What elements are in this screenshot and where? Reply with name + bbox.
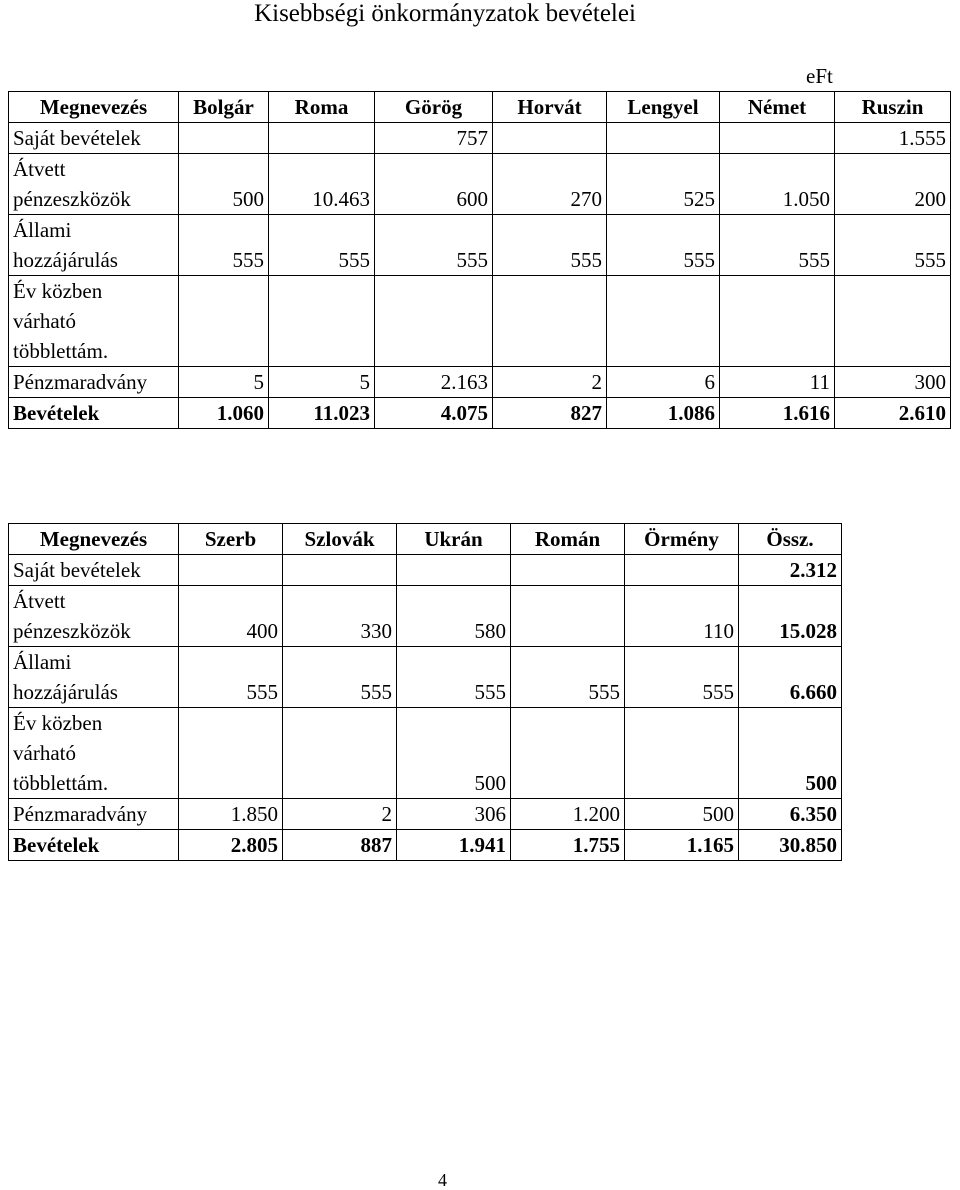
cell-gorog: 555 bbox=[375, 215, 493, 276]
total-row bbox=[9, 830, 842, 861]
cell-gorog: 600 bbox=[375, 154, 493, 215]
cell-roma bbox=[269, 276, 375, 367]
cell-ruszin bbox=[835, 276, 951, 367]
row-label: Év közben várható többlettám. bbox=[9, 708, 179, 799]
cell-szerb: 1.850 bbox=[179, 799, 283, 830]
cell-ormeny: 555 bbox=[625, 647, 739, 708]
column-header-ossz: Össz. bbox=[739, 524, 842, 555]
cell-szlovak: 555 bbox=[283, 647, 397, 708]
cell-gorog: 4.075 bbox=[375, 398, 493, 429]
cell-bolgar: 1.060 bbox=[179, 398, 269, 429]
cell-ukran: 500 bbox=[397, 708, 511, 799]
cell-roman bbox=[511, 708, 625, 799]
cell-nemet: 555 bbox=[720, 215, 835, 276]
cell-szlovak: 2 bbox=[283, 799, 397, 830]
cell-lengyel bbox=[607, 276, 720, 367]
cell-lengyel: 1.086 bbox=[607, 398, 720, 429]
table-row bbox=[9, 647, 842, 708]
table-row bbox=[9, 154, 951, 215]
cell-nemet: 1.616 bbox=[720, 398, 835, 429]
unit-label: eFt bbox=[806, 64, 833, 88]
cell-horvat bbox=[493, 123, 607, 154]
cell-horvat bbox=[493, 276, 607, 367]
column-header-ormeny: Örmény bbox=[625, 524, 739, 555]
column-header-megnevezes: Megnevezés bbox=[9, 524, 179, 555]
row-label: Átvett pénzeszközök bbox=[9, 154, 179, 215]
cell-szerb bbox=[179, 708, 283, 799]
column-header-bolgar: Bolgár bbox=[179, 92, 269, 123]
cell-ormeny: 1.165 bbox=[625, 830, 739, 861]
cell-ossz: 500 bbox=[739, 708, 842, 799]
column-header-horvat: Horvát bbox=[493, 92, 607, 123]
column-header-nemet: Német bbox=[720, 92, 835, 123]
page-number: 4 bbox=[438, 1170, 447, 1190]
cell-roma bbox=[269, 123, 375, 154]
cell-bolgar bbox=[179, 276, 269, 367]
cell-ruszin: 300 bbox=[835, 367, 951, 398]
document-title: Kisebbségi önkormányzatok bevételei bbox=[254, 0, 636, 27]
cell-bolgar bbox=[179, 123, 269, 154]
cell-ruszin: 200 bbox=[835, 154, 951, 215]
cell-horvat: 555 bbox=[493, 215, 607, 276]
cell-szerb: 555 bbox=[179, 647, 283, 708]
row-label: Bevételek bbox=[9, 398, 179, 429]
total-row bbox=[9, 398, 951, 429]
cell-horvat: 270 bbox=[493, 154, 607, 215]
table-row bbox=[9, 708, 842, 799]
cell-ukran: 306 bbox=[397, 799, 511, 830]
cell-lengyel: 525 bbox=[607, 154, 720, 215]
cell-ukran bbox=[397, 555, 511, 586]
cell-roma: 555 bbox=[269, 215, 375, 276]
revenue-table-2 bbox=[8, 523, 842, 861]
cell-szlovak bbox=[283, 555, 397, 586]
cell-lengyel: 555 bbox=[607, 215, 720, 276]
cell-lengyel bbox=[607, 123, 720, 154]
cell-ormeny: 110 bbox=[625, 586, 739, 647]
cell-bolgar: 555 bbox=[179, 215, 269, 276]
cell-ossz: 6.660 bbox=[739, 647, 842, 708]
cell-ruszin: 1.555 bbox=[835, 123, 951, 154]
cell-bolgar: 5 bbox=[179, 367, 269, 398]
cell-horvat: 827 bbox=[493, 398, 607, 429]
column-header-gorog: Görög bbox=[375, 92, 493, 123]
column-header-ruszin: Ruszin bbox=[835, 92, 951, 123]
row-label: Pénzmaradvány bbox=[9, 799, 179, 830]
cell-gorog bbox=[375, 276, 493, 367]
table-row bbox=[9, 215, 951, 276]
row-label: Saját bevételek bbox=[9, 555, 179, 586]
column-header-roman: Román bbox=[511, 524, 625, 555]
column-header-megnevezes: Megnevezés bbox=[9, 92, 179, 123]
cell-szerb bbox=[179, 555, 283, 586]
table-row bbox=[9, 123, 951, 154]
cell-roma: 5 bbox=[269, 367, 375, 398]
cell-ossz: 6.350 bbox=[739, 799, 842, 830]
cell-ukran: 580 bbox=[397, 586, 511, 647]
row-label: Bevételek bbox=[9, 830, 179, 861]
column-header-szerb: Szerb bbox=[179, 524, 283, 555]
cell-szlovak: 887 bbox=[283, 830, 397, 861]
cell-szlovak: 330 bbox=[283, 586, 397, 647]
cell-szerb: 400 bbox=[179, 586, 283, 647]
table-row bbox=[9, 276, 951, 367]
column-header-roma: Roma bbox=[269, 92, 375, 123]
cell-roman bbox=[511, 555, 625, 586]
table-row bbox=[9, 799, 842, 830]
column-header-ukran: Ukrán bbox=[397, 524, 511, 555]
cell-ukran: 555 bbox=[397, 647, 511, 708]
cell-roma: 11.023 bbox=[269, 398, 375, 429]
cell-nemet bbox=[720, 123, 835, 154]
header-row bbox=[9, 92, 951, 123]
cell-ruszin: 2.610 bbox=[835, 398, 951, 429]
cell-lengyel: 6 bbox=[607, 367, 720, 398]
cell-ossz: 15.028 bbox=[739, 586, 842, 647]
cell-szerb: 2.805 bbox=[179, 830, 283, 861]
revenue-table-1 bbox=[8, 91, 951, 429]
cell-ormeny: 500 bbox=[625, 799, 739, 830]
row-label: Állami hozzájárulás bbox=[9, 215, 179, 276]
cell-horvat: 2 bbox=[493, 367, 607, 398]
row-label: Év közben várható többlettám. bbox=[9, 276, 179, 367]
cell-nemet: 1.050 bbox=[720, 154, 835, 215]
table-row bbox=[9, 367, 951, 398]
table-row bbox=[9, 555, 842, 586]
cell-gorog: 757 bbox=[375, 123, 493, 154]
cell-ukran: 1.941 bbox=[397, 830, 511, 861]
cell-szlovak bbox=[283, 708, 397, 799]
cell-ossz: 30.850 bbox=[739, 830, 842, 861]
column-header-lengyel: Lengyel bbox=[607, 92, 720, 123]
cell-roman: 555 bbox=[511, 647, 625, 708]
cell-bolgar: 500 bbox=[179, 154, 269, 215]
column-header-szlovak: Szlovák bbox=[283, 524, 397, 555]
cell-gorog: 2.163 bbox=[375, 367, 493, 398]
row-label: Pénzmaradvány bbox=[9, 367, 179, 398]
cell-nemet bbox=[720, 276, 835, 367]
cell-ruszin: 555 bbox=[835, 215, 951, 276]
cell-roman: 1.755 bbox=[511, 830, 625, 861]
row-label: Saját bevételek bbox=[9, 123, 179, 154]
cell-roman bbox=[511, 586, 625, 647]
cell-ormeny bbox=[625, 708, 739, 799]
cell-nemet: 11 bbox=[720, 367, 835, 398]
row-label: Átvett pénzeszközök bbox=[9, 586, 179, 647]
row-label: Állami hozzájárulás bbox=[9, 647, 179, 708]
cell-roma: 10.463 bbox=[269, 154, 375, 215]
cell-roman: 1.200 bbox=[511, 799, 625, 830]
header-row bbox=[9, 524, 842, 555]
table-row bbox=[9, 586, 842, 647]
cell-ormeny bbox=[625, 555, 739, 586]
cell-ossz: 2.312 bbox=[739, 555, 842, 586]
